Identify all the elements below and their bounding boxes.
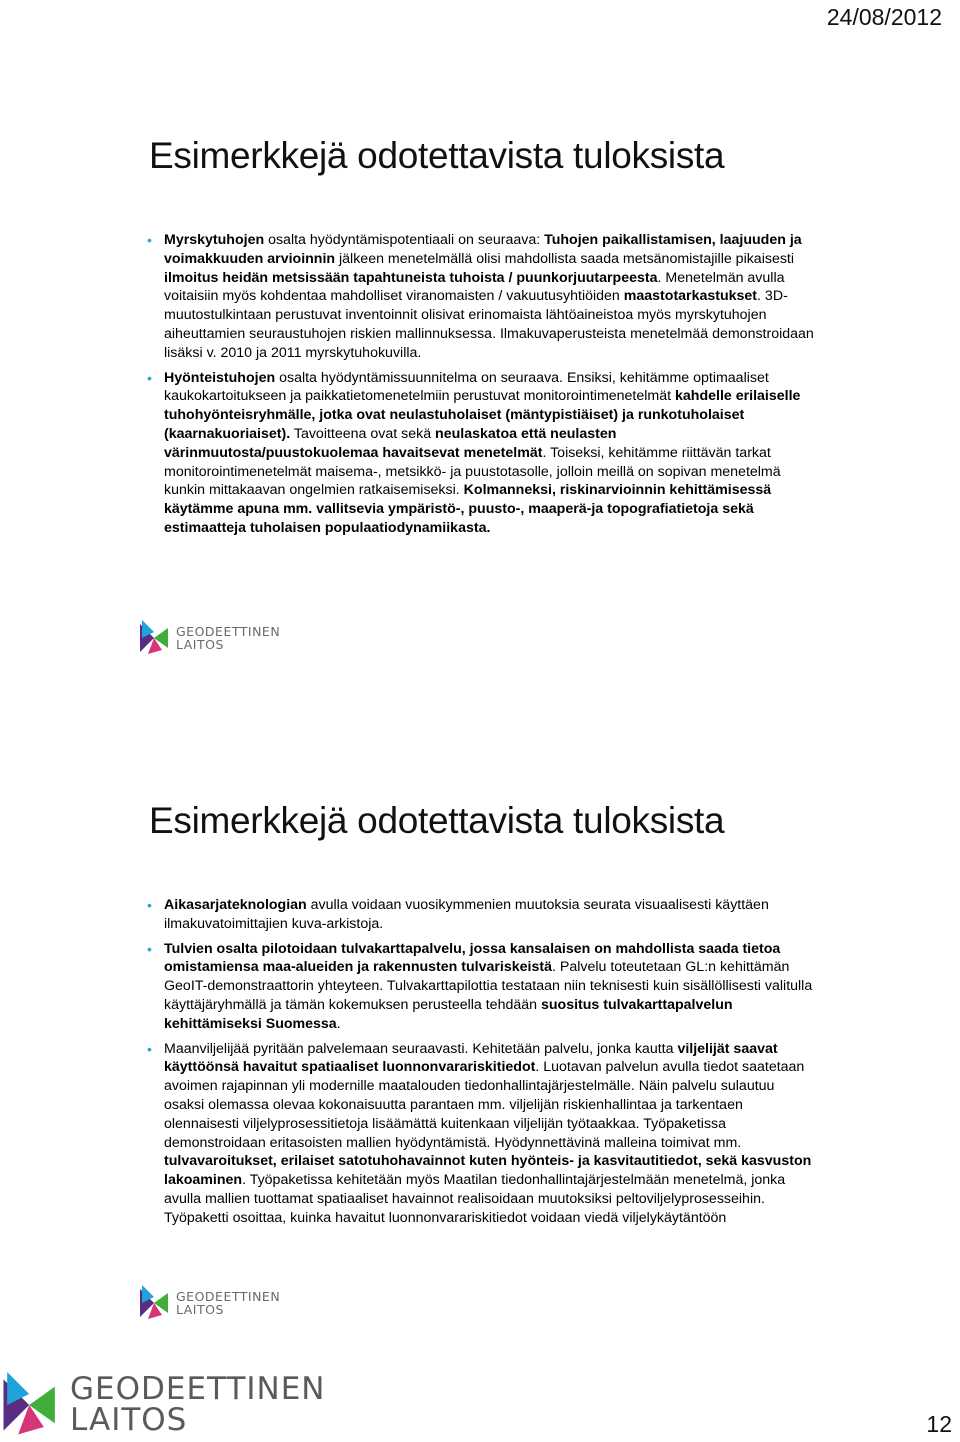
body-text: . Työpaketissa kehitetään myös Maatilan tiedonhallintajärjestelmään menetelmä, jonka avulla mallien tuottamat spatiaaliset havainnot realisoidaan muutoksiksi peltoviljelyprosesseihin. Työpaketti osoittaa, kuinka havaitut luonnonvarariskitiedot voidaan viedä viljelykäytäntöön	[164, 1172, 786, 1226]
body-text: osalta hyödyntämissuunnitelma on seuraava. Ensiksi, kehitämme optimaaliset kaukokartoitukseen ja paikkatietomenetelmiin perustuvat monitorointimenetelmät	[164, 369, 769, 405]
bullet-item	[164, 940, 814, 1034]
logo-text-line1: GEODEETTINEN	[70, 1371, 326, 1407]
slide-title: Esimerkkejä odotettavista tuloksista	[149, 800, 725, 841]
body-text: . Luotavan palvelun avulla tiedot saatetaan avoimen rajapinnan yli modernille maatalouden tiedonhallintajärjestelmälle. Näin palvelu sulautuu osaksi olemassa olevaa kokonaisuutta parantaen mm. viljelijän riskienhallintaa ja tarkentaen olennaisesti viljelyprosessitietoja lisäämättä kuitenkaan viljelijän työtaakkaa. Työpaketissa demonstroidaan eritasoisten mallien hyödyntämistä. Hyödynnettävinä malleina toimivat mm.	[164, 1059, 805, 1151]
body-text: . 3D-muutostulkintaan perustuvat inventoinnit olisivat erinomaista lähtöaineistoa myös myrskytuhojen aiheuttamien seuraustuhojen riskien mallinnuksessa. Ilmakuvaperusteista menetelmää demonstroidaan lisäksi v. 2010 ja 2011 myrskytuhokuvilla.	[164, 288, 814, 361]
bold-text: kahdelle erilaiselle tuhohyönteisryhmälle, jotka ovat neulastuholaiset (mäntypistiäiset) ja runkotuholaiset (kaarnakuoriaiset).	[164, 388, 801, 442]
bold-text: viljelijät saavat käyttöönsä havaitut spatiaaliset luonnonvarariskitiedot	[164, 1040, 778, 1076]
logo-text-line1: GEODEETTINEN	[176, 623, 281, 639]
bullet-item	[164, 369, 814, 538]
bold-text: maastotarkastukset	[623, 288, 758, 305]
page-number: 12	[926, 1411, 952, 1437]
body-text: Tavoitteena ovat sekä	[290, 425, 436, 442]
body-text: .	[336, 1015, 341, 1032]
body-text: . Toiseksi, kehitämme riittävän tarkat monitorointimenetelmät maisema-, metsikkö- ja puustotasolle, jolloin meillä on sopivan menetelmä kunkin mittakaavan ongelmien ratkaisemiseksi.	[164, 444, 781, 499]
geodeettinen-logo	[140, 620, 280, 656]
slide-title: Esimerkkejä odotettavista tuloksista	[149, 135, 725, 176]
logo-text-line1: GEODEETTINEN	[176, 1288, 281, 1304]
bold-text: Tulvien osalta pilotoidaan tulvakarttapalvelu, jossa kansalaisen on mahdollista saada tietoa omistamiensa maa-alueiden ja rakennusten tulvariskeistä	[164, 940, 781, 976]
bullet-list	[164, 896, 814, 1234]
logo-text-line2: LAITOS	[70, 1402, 188, 1438]
bold-text: Kolmanneksi, riskinarvioinnin kehittämisessä käytämme apuna mm. vallitsevia ympäristö-, puusto-, maaperä-ja topografiatietoja sekä estimaatteja tuholaisen populaatiodynamiikasta.	[164, 482, 772, 536]
bullet-item	[164, 231, 814, 363]
logo-mark-icon	[140, 1285, 170, 1321]
bold-text: tulvavaroitukset, erilaiset satotuhohavainnot kuten hyönteis- ja kasvitautitiedot, sekä kasvuston lakoaminen	[164, 1153, 812, 1189]
bold-text: Myrskytuhojen	[164, 232, 265, 248]
bold-text: ilmoitus heidän metsissään tapahtuneista tuhoista / puunkorjuutarpeesta	[164, 269, 658, 286]
logo-mark-icon	[2, 1372, 60, 1438]
body-text: avulla voidaan vuosikymmenien muutoksia seurata visuaalisesti käyttäen ilmakuvatoimittajien kuva-arkistoja.	[164, 897, 769, 932]
body-text: . Palvelu toteutetaan GL:n kehittämän GeoIT-demonstraattorin yhteyteen. Tulvakarttapilottia testataan niin teknisesti kuin sisällöllisesti valitulla käyttäjäryhmällä ja tämän kokemuksen perusteella tehdään	[164, 959, 813, 1013]
bullet-list	[164, 231, 814, 544]
page-date: 24/08/2012	[826, 4, 942, 30]
bullet-item	[164, 1040, 814, 1228]
body-text: osalta hyödyntämispotentiaali on seuraava:	[264, 232, 545, 248]
bold-text: Aikasarjateknologian	[164, 897, 307, 913]
logo-text-line2: LAITOS	[176, 637, 224, 652]
geodeettinen-logo	[140, 1285, 280, 1321]
logo-mark-icon	[140, 620, 170, 656]
body-text: jälkeen menetelmällä olisi mahdollista saada metsänomistajille pikaisesti	[335, 250, 795, 267]
bold-text: Hyönteistuhojen	[164, 369, 276, 386]
bold-text: suositus tulvakarttapalvelun kehittämiseksi Suomessa	[164, 996, 733, 1032]
bold-text: neulaskatoa että neulasten värinmuutosta/puustokuolemaa havaitsevat menetelmät	[164, 425, 617, 461]
body-text: . Menetelmän avulla voitaisiin myös kohdentaa mahdolliset viranomaisten / vakuutusyhtiöiden	[164, 269, 785, 305]
footer-logo	[2, 1372, 326, 1438]
bold-text: Tuhojen paikallistamisen, laajuuden ja voimakkuuden arvioinnin	[164, 232, 802, 267]
logo-text-line2: LAITOS	[176, 1302, 224, 1317]
bullet-item	[164, 896, 814, 934]
body-text: Maanviljelijää pyritään palvelemaan seuraavasti. Kehitetään palvelu, jonka kautta	[164, 1040, 678, 1057]
